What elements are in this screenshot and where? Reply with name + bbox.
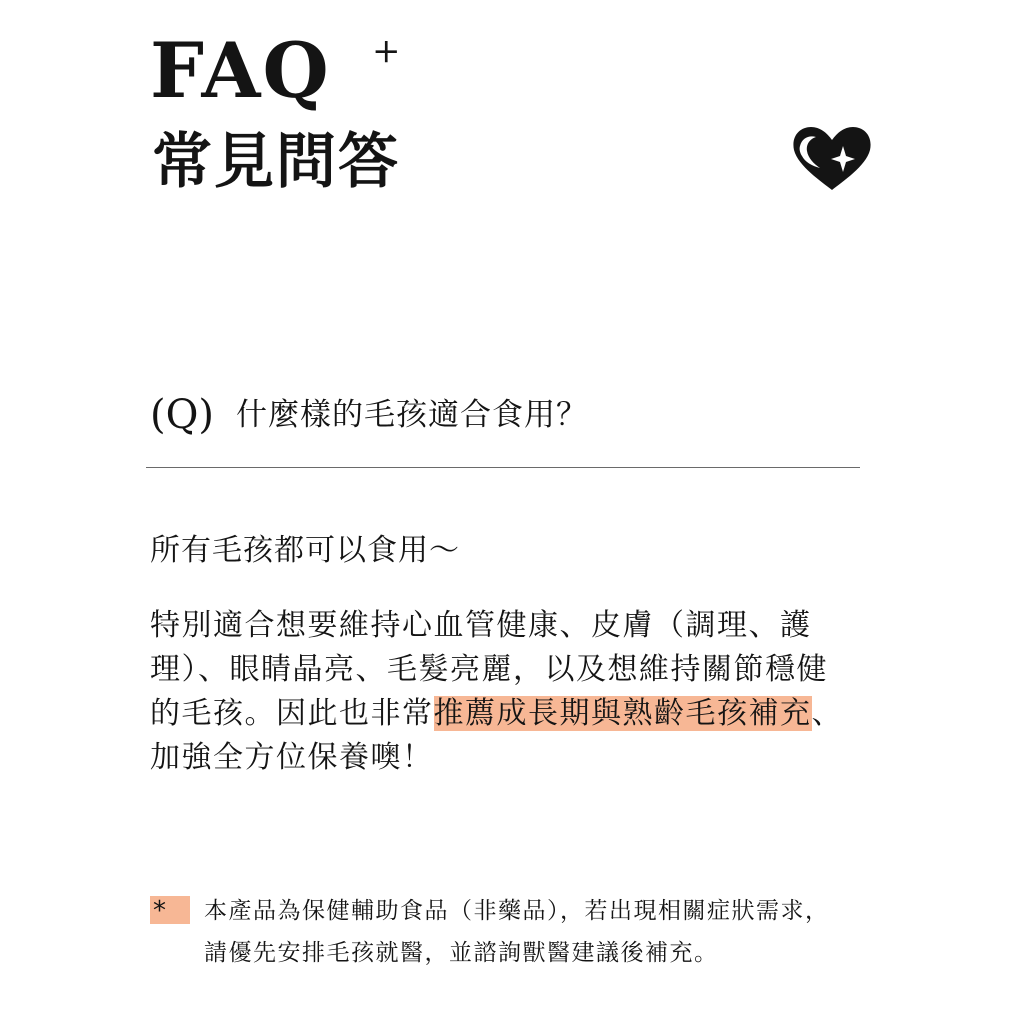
answer-line-2: 理）、眼睛晶亮、毛髮亮麗，以及想維持關節穩健 — [150, 652, 828, 687]
note-marker: * — [150, 896, 190, 924]
answer-line-3-text: 的毛孩。因此也非常 — [150, 696, 434, 731]
answer-highlight: 推薦成長期與熟齡毛孩補充 — [433, 696, 812, 731]
note-line-1: 本產品為保健輔助食品（非藥品），若出現相關症狀需求， — [204, 898, 830, 924]
divider — [146, 467, 860, 468]
faq-question — [150, 388, 588, 442]
heart-sparkle-icon — [792, 126, 872, 192]
faq-title: FAQ — [150, 26, 331, 115]
question-label: (Q) — [150, 392, 215, 438]
answer-line-3 — [150, 692, 868, 736]
note-text — [204, 890, 830, 974]
page-title-zh: 常見問答 — [152, 127, 400, 197]
answer-lead: 所有毛孩都可以食用～ — [150, 533, 460, 568]
note-line-2: 請優先安排毛孩就醫，並諮詢獸醫建議後補充。 — [204, 940, 719, 966]
question-text: 什麼樣的毛孩適合食用？ — [236, 397, 589, 433]
answer-paragraph — [150, 604, 868, 780]
answer-line-3-end: 、 — [811, 696, 843, 731]
answer-line-1: 特別適合想要維持心血管健康、皮膚（調理、護 — [150, 608, 812, 643]
plus-mark: + — [372, 31, 401, 71]
answer-line-4: 加強全方位保養噢！ — [150, 740, 434, 775]
